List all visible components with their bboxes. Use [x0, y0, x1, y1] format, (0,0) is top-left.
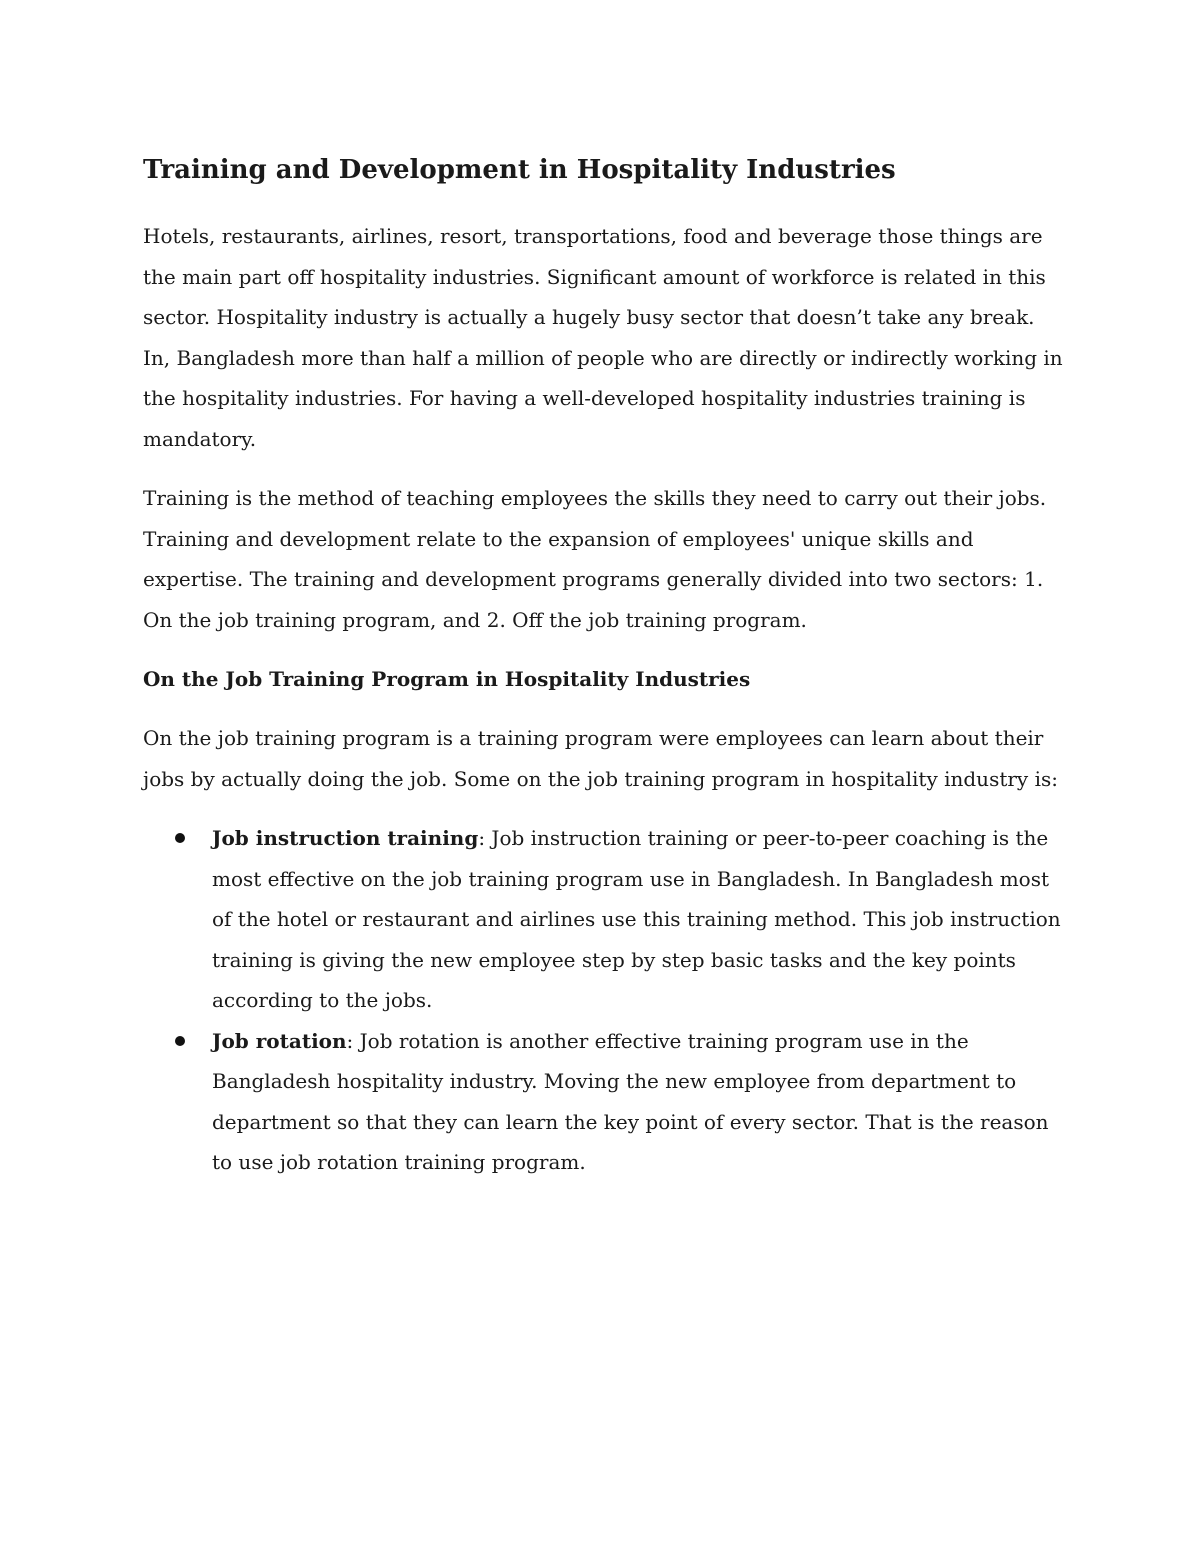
- training-methods-list: [143, 818, 1068, 1183]
- training-definition-paragraph: Training is the method of teaching employees the skills they need to carry out their jobs. Training and development relate to the expansion of employees' unique skills and expertise. The training and development programs generally divided into two sectors: 1. On the job training program, and 2. Off the job training program.: [143, 486, 1047, 632]
- list-item-term: Job rotation: [212, 1028, 347, 1053]
- intro-paragraph: Hotels, restaurants, airlines, resort, transportations, food and beverage those things are the main part off hospitality industries. Significant amount of workforce is related in this sector. Hospitality industry is actually a hugely busy sector that doesn’t take any break. In, Bangladesh more than half a million of people who are directly or indirectly working in the hospitality industries. For having a well-developed hospitality industries training is mandatory.: [143, 224, 1063, 451]
- list-item-text: : Job rotation is another effective training program use in the Bangladesh hospitality industry. Moving the new employee from department to department so that they can learn the key point of every sector. That is the reason to use job rotation training program.: [212, 1028, 1049, 1174]
- bullet-icon: [175, 1036, 185, 1046]
- document-page: [143, 150, 1068, 1183]
- section-heading: On the Job Training Program in Hospitality Industries: [143, 667, 751, 691]
- section-intro-paragraph: On the job training program is a training program were employees can learn about their jobs by actually doing the job. Some on the job training program in hospitality industry is:: [143, 726, 1058, 791]
- list-item-term: Job instruction training: [212, 826, 479, 850]
- bullet-icon: [175, 833, 185, 843]
- list-item: [143, 818, 1068, 1021]
- list-item-text: : Job instruction training or peer-to-peer coaching is the most effective on the job training program use in Bangladesh. In Bangladesh most of the hotel or restaurant and airlines use this training method. This job instruction training is giving the new employee step by step basic tasks and the key points according to the jobs.: [212, 826, 1061, 1012]
- list-item: [143, 1021, 1068, 1183]
- document-title: Training and Development in Hospitality Industries: [143, 155, 896, 185]
